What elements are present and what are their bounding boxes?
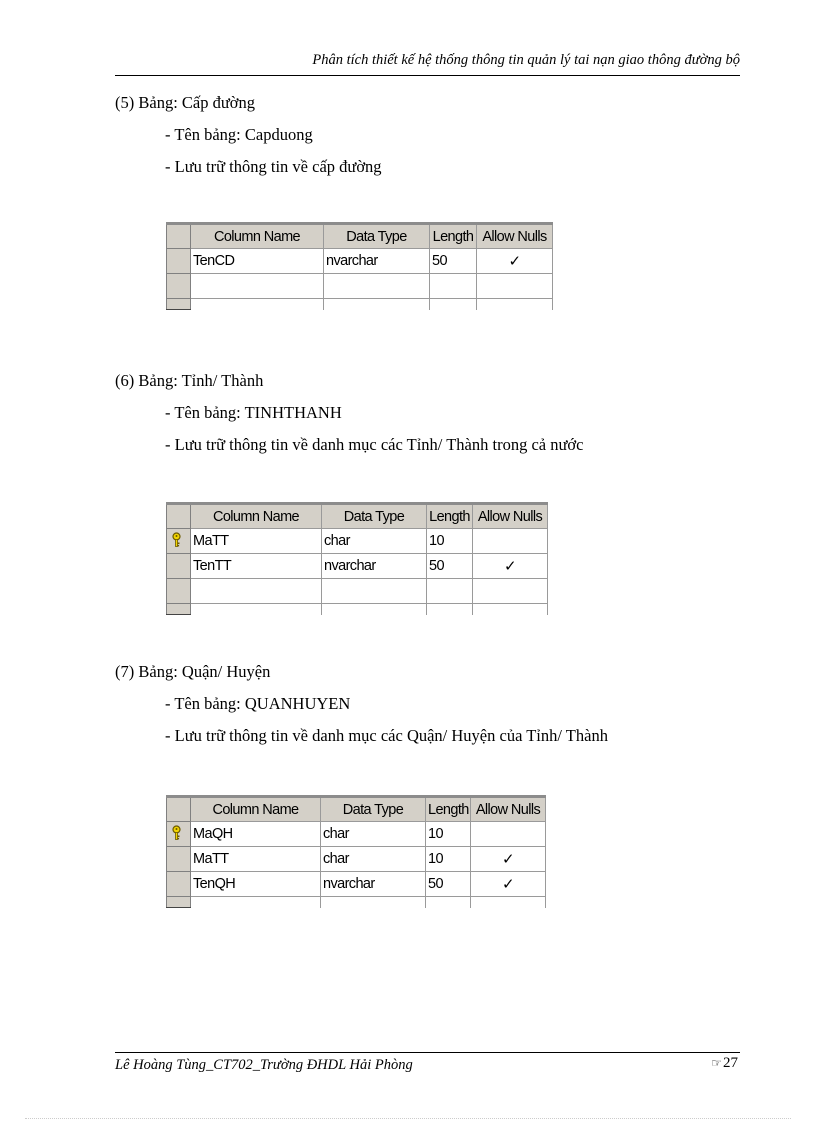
section-5-table-name: - Tên bảng: Capduong	[165, 125, 313, 144]
column-header: Data Type	[321, 797, 426, 822]
section-7-table-name: - Tên bảng: QUANHUYEN	[165, 694, 351, 713]
length-cell: 10	[426, 822, 471, 847]
column-header: Column Name	[191, 224, 324, 249]
row-selector	[167, 299, 191, 310]
table-row	[167, 847, 546, 872]
row-selector	[167, 529, 191, 554]
allow-nulls-cell	[471, 822, 546, 847]
table-row	[167, 872, 546, 897]
column-name-cell: MaTT	[191, 847, 321, 872]
column-header: Column Name	[191, 504, 322, 529]
row-selector	[167, 249, 191, 274]
table-row-empty	[167, 299, 553, 310]
header-rule	[115, 75, 740, 76]
table-header-row	[167, 224, 553, 249]
length-cell: 10	[426, 847, 471, 872]
allow-nulls-check-icon: ✓	[471, 872, 546, 897]
column-header: Length	[430, 224, 477, 249]
column-header: Allow Nulls	[471, 797, 546, 822]
section-5-description: - Lưu trữ thông tin về cấp đường	[165, 157, 382, 176]
table-header-row	[167, 504, 548, 529]
table-row-empty	[167, 897, 546, 908]
allow-nulls-check-icon: ✓	[473, 554, 548, 579]
data-type-cell: nvarchar	[321, 872, 426, 897]
section-6-heading: (6) Bảng: Tỉnh/ Thành	[115, 371, 264, 390]
primary-key-icon	[171, 825, 182, 841]
capduong-table	[166, 222, 553, 310]
column-name-cell: TenCD	[191, 249, 324, 274]
table-row	[167, 249, 553, 274]
table-row	[167, 529, 548, 554]
table-header-row	[167, 797, 546, 822]
allow-nulls-cell	[473, 529, 548, 554]
row-selector	[167, 897, 191, 908]
column-header: Allow Nulls	[477, 224, 553, 249]
data-type-cell: char	[321, 822, 426, 847]
row-selector	[167, 797, 191, 822]
row-selector	[167, 822, 191, 847]
length-cell: 50	[426, 872, 471, 897]
section-6-description: - Lưu trữ thông tin về danh mục các Tỉnh/ Thành trong cả nước	[165, 435, 584, 454]
column-name-cell: MaQH	[191, 822, 321, 847]
column-header: Length	[427, 504, 473, 529]
section-6-table-name: - Tên bảng: TINHTHANH	[165, 403, 342, 422]
length-cell: 50	[430, 249, 477, 274]
primary-key-icon	[171, 532, 182, 548]
row-selector	[167, 579, 191, 604]
row-selector	[167, 847, 191, 872]
table-row	[167, 554, 548, 579]
column-header: Data Type	[324, 224, 430, 249]
table-row-empty	[167, 604, 548, 615]
page-number	[711, 1055, 738, 1072]
allow-nulls-check-icon: ✓	[471, 847, 546, 872]
data-type-cell: char	[322, 529, 427, 554]
section-7-description: - Lưu trữ thông tin về danh mục các Quận/ Huyện của Tỉnh/ Thành	[165, 726, 608, 745]
page-number-value: 27	[723, 1055, 738, 1071]
length-cell: 10	[427, 529, 473, 554]
data-type-cell: nvarchar	[324, 249, 430, 274]
table-row-empty	[167, 274, 553, 299]
footer-author: Lê Hoàng Tùng_CT702_Trường ĐHDL Hải Phòng	[115, 1057, 413, 1073]
column-name-cell: TenQH	[191, 872, 321, 897]
length-cell: 50	[427, 554, 473, 579]
section-5-heading: (5) Bảng: Cấp đường	[115, 93, 256, 112]
allow-nulls-check-icon: ✓	[477, 249, 553, 274]
tinhthanh-table	[166, 502, 548, 615]
footer-rule	[115, 1052, 740, 1053]
column-name-cell: TenTT	[191, 554, 322, 579]
page-header: Phân tích thiết kế hệ thống thông tin quản lý tai nạn giao thông đường bộ	[312, 52, 740, 68]
row-selector	[167, 504, 191, 529]
section-7-heading: (7) Bảng: Quận/ Huyện	[115, 662, 271, 681]
column-header: Column Name	[191, 797, 321, 822]
row-selector	[167, 604, 191, 615]
row-selector	[167, 224, 191, 249]
hand-pointer-icon: ☞	[711, 1056, 722, 1070]
column-header: Allow Nulls	[473, 504, 548, 529]
table-row-empty	[167, 579, 548, 604]
row-selector	[167, 872, 191, 897]
page-bottom-border	[25, 1118, 791, 1119]
column-name-cell: MaTT	[191, 529, 322, 554]
row-selector	[167, 274, 191, 299]
data-type-cell: char	[321, 847, 426, 872]
table-row	[167, 822, 546, 847]
data-type-cell: nvarchar	[322, 554, 427, 579]
column-header: Data Type	[322, 504, 427, 529]
column-header: Length	[426, 797, 471, 822]
quanhuyen-table	[166, 795, 546, 908]
row-selector	[167, 554, 191, 579]
